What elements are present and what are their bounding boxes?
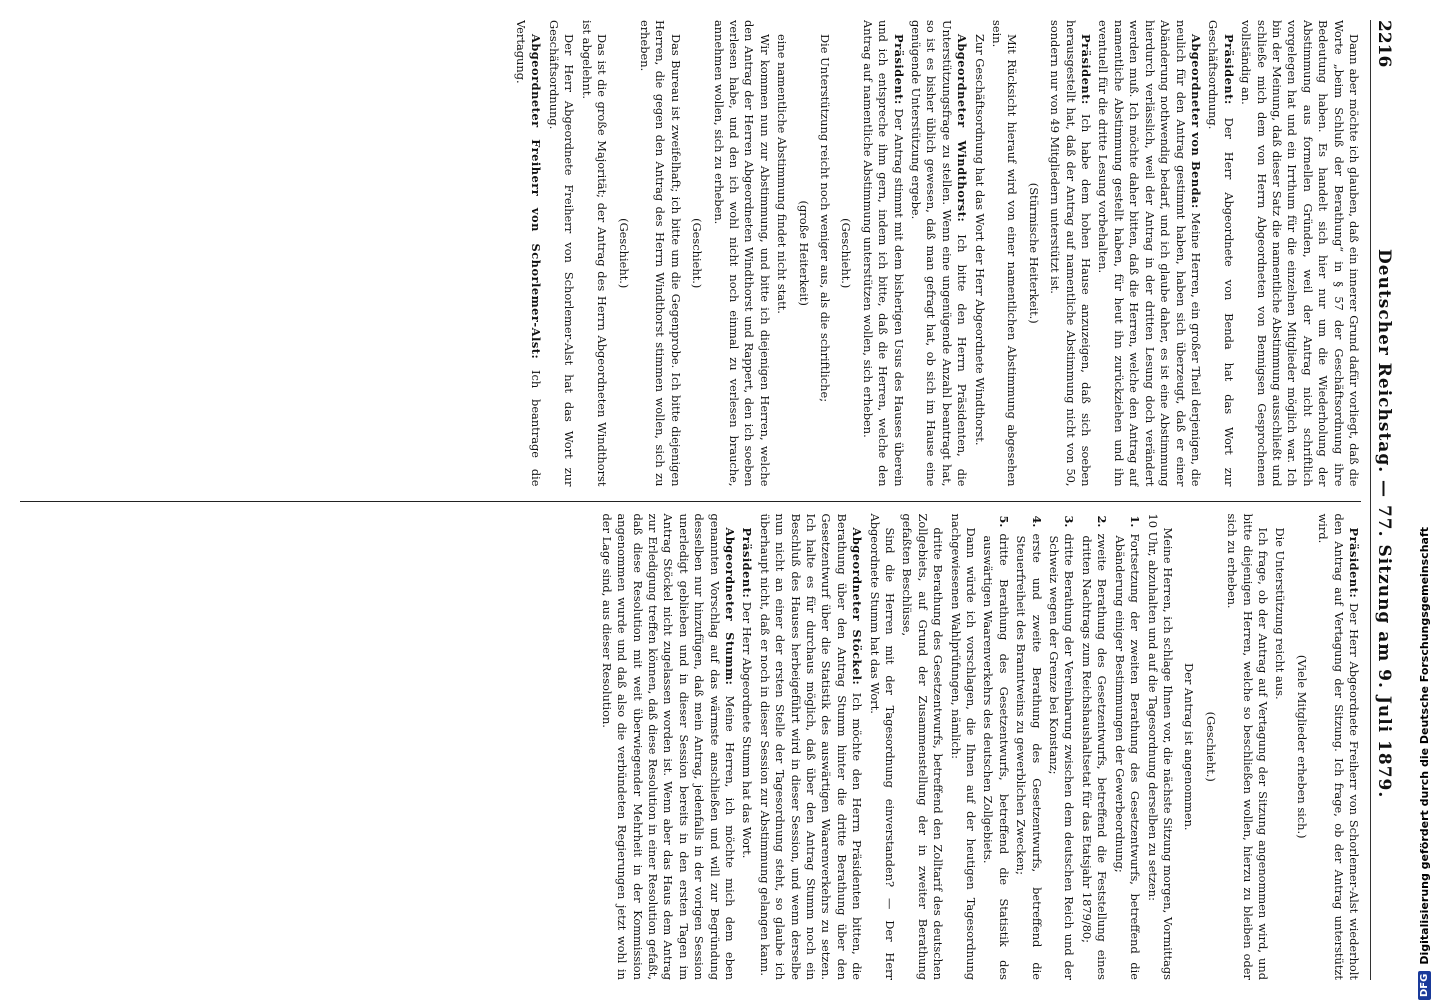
speaker-name: Abgeordneter Windthorst: [955,34,970,223]
paragraph: Die Unterstützung reicht noch weniger aus, als die schriftliche; [818,34,832,403]
speaker-name: Präsident: [1221,34,1236,105]
stage-note: (Viele Mitglieder erheben sich.) [1294,654,1309,839]
list-number: 2. [1095,515,1110,528]
paragraph: Dann aber möchte ich glauben, daß ein innerer Grund dafür vorliegt, daß die Worte „beim Schluß der Berathung“ in § 57 der Geschäftsordnung ihre Bedeutung haben. Es handelt sich hier nur um die Wiederholung der Abstimmung aus formellen Gründen, weil der Antrag nicht schriftlich vorgelegen hat und ein Irrthum für die einzelnen Mitglieder möglich war. Ich bin der Meinung, daß dieser Satz die namentliche Abstimmung ausschließt und schließe mich dem von Herrn Abgeordneten von Bennigsen Gesprochenen vollständig an. [1239,20,1361,487]
list-item [980,514,1011,981]
speech-text: Ich möchte den Herrn Präsidenten bitten, die Berathung über den Antrag Stumm hinter die dritte Berathung über den Gesetzentwurf über die Statistik des auswärtigen Waarenverkehrs zu setzen. Ich halte es für durchaus möglich, daß über den Antrag Stumm noch ein Beschluß des Hauses herbeigeführt wird in dieser Session, und wenn derselbe nun nicht an einer der ersten Stelle der Tagesordnung steht, so glaube ich überhaupt nicht, daß er noch in dieser Session zur Abstimmung gelangen kann. [757,513,865,980]
list-text: dritte Berathung der Vereinbarung zwischen dem deutschen Reich und der Schweiz wegen der Grenze bei Konstanz; [1047,533,1077,980]
list-item [1079,514,1110,981]
paragraph [598,514,737,981]
list-text: Fortsetzung der zweiten Berathung des Gesetzentwurfs, betreffend die Abänderung einiger Bestimmungen der Gewerbeordnung; [1112,533,1143,980]
paragraph [1205,20,1236,487]
list-number: 1. [1128,515,1143,528]
speaker-name: Präsident: [891,34,906,105]
paragraph [756,514,864,981]
speech-text: Ich beantrage die Vertagung. [514,20,544,487]
list-item [1111,514,1142,981]
speaker-name: Abgeordneter Freiherr von Schorlemer-Alst: [529,34,544,360]
paragraph: Der Herr Abgeordnete Freiherr von Schorlemer-Alst hat das Wort zur Geschäftsordnung. [546,20,577,487]
stage-note: (Stürmische Heiterkeit.) [1026,182,1041,324]
speaker-name: Abgeordneter von Benda: [1188,34,1203,209]
stage-note: (Geschieht.) [1203,711,1218,782]
speech-text: Der Herr Abgeordnete Stumm hat das Wort. [740,601,755,859]
stage-note: (große Heiterkeit) [796,200,811,306]
speech-text: Meine Herren, ich möchte mich dem eben genannten Vorschlag auf das wärmste anschließen und will zur Begründung desselben nur hinzufügen, daß mein Antrag, jedenfalls in der vorigen Session unerledigt geblieben und in dieser Session bereits in den ersten Tagen im Antrag Stöckel nicht zugelassen worden ist. Wenn aber das Haus dem Antrag zur Erledigung treffen können, daß diese Resolution in einer Resolution gefaßt, daß diese Resolution mit weit überwiegender Mehrheit in der Kommission angenommen wurde und daß also die verbündeten Regierungen jetzt wohl in der Lage sind, aus dieser Resolution. [599,513,737,980]
digitization-credit-strip [1406,0,1430,1000]
speech-text: Ich bitte den Herrn Präsidenten, die Unterstützungsfrage zu stellen. Wenn eine ungenügende Anzahl beantragt hat, so ist es bisher üblich gewesen, daß man gefragt hat, ob sich im Hause eine genügende Unterstützung ergebe. [909,20,970,487]
paragraph: Der Antrag ist angenommen. [1182,662,1197,831]
paragraph [859,20,905,487]
list-item [1013,514,1044,981]
paragraph: Das Bureau ist zweifelhaft; ich bitte um die Gegenprobe. Ich bitte diejenigen Herren, die gegen den Antrag des Herrn Windthorst stimmen wollen, sich zu erheben. [637,20,683,487]
paragraph: dritte Berathung des Gesetzentwurfs, betreffend den Zolltarif des deutschen Zollgebiets, auf Grund der Zusammenstellung der in zweiter Berathung gefaßten Beschlüsse, [900,513,946,980]
right-column [20,501,1361,981]
speaker-name: Präsident: [740,527,755,599]
speech-text: Meine Herren, ein großer Theil derjenigen, die neulich für den Antrag gestimmt haben, haben sich überzeugt, daß er einer Abänderung nothwendig bedarf, und ich glaube daher, es ist eine Abstimmung hierdurch verlässlich, weil der Antrag in der dritten Lesung doch verändert werden muß. Ich möchte daher bitten, daß die Herren, welche den Antrag auf namentliche Abstimmung gestellt haben, für heut ihn zurückziehen und ihn eventuell für die dritte Lesung vorbehalten. [1096,20,1203,487]
paragraph [739,514,754,981]
paragraph: Sind die Herren mit der Tagesordnung einverstanden? — Der Herr Abgeordnete Stumm hat das Wort. [867,513,898,980]
list-text: dritte Berathung des Gesetzentwurfs, betreffend die Statistik des auswärtigen Waarenverkehrs des deutschen Zollgebiets. [981,533,1011,980]
paragraph: Die Unterstützung reicht aus. [1273,527,1288,700]
paragraph [1047,20,1093,487]
paragraph [513,20,544,487]
credit-line [1412,0,1432,1000]
list-text: zweite Berathung des Gesetzentwurfs, betreffend die Feststellung eines dritten Nachtrags zum Reichshaushaltsetat für das Etatsjahr 1879/80; [1079,533,1110,980]
page-header [1370,20,1397,980]
paragraph: Ich frage, ob der Antrag auf Vertagung der Sitzung angenommen wird, und bitte diejenigen Herren, welche so beschließen wollen, hierzu zu bleiben oder sich zu erheben. [1225,513,1270,980]
agenda-list [980,514,1142,981]
dfg-logo: DFG [1418,971,1431,1000]
speaker-name: Abgeordneter Stöckel: [850,527,865,686]
speaker-name: Präsident: [1079,34,1094,105]
paragraph: eine namentliche Abstimmung findet nicht statt. [775,34,790,314]
stage-note: (Geschieht.) [690,218,705,289]
stage-note: (Geschieht.) [839,218,854,289]
page-number: 2216 [1374,20,1394,68]
credit-text: Digitalisierung gefördert durch die Deutsche Forschungsgemeinschaft [1417,526,1431,965]
text-columns [20,20,1361,980]
speaker-name: Präsident: [1347,527,1361,599]
speech-text: Ich habe dem hohen Hause anzuzeigen, daß sich soeben herausgestellt hat, daß der Antrag auf namentliche Abstimmung nicht von 50, sondern nur von 49 Mitgliedern unterstützt ist. [1048,20,1094,487]
paragraph [908,20,970,487]
paragraph [1315,514,1361,981]
paragraph: Wir kommen nun zur Abstimmung, und bitte ich diejenigen Herren, welche den Antrag der Herren Abgeordneten Windthorst und Rappert, den ich soeben verlesen habe, und den ich wohl nicht noch einmal zu verlesen brauche, annehmen wollen, sich zu erheben. [711,20,772,487]
speaker-name: Abgeordneter Stumm: [722,527,737,686]
paragraph: Meine Herren, ich schlage Ihnen vor, die nächste Sitzung morgen, Vormittags 10 Uhr, abzuhalten und auf die Tagesordnung derselben zu setzen: [1145,513,1175,980]
speech-text: Der Herr Abgeordnete von Benda hat das Wort zur Geschäftsordnung. [1206,20,1236,487]
stage-note: (Geschieht.) [616,218,631,289]
list-item [1046,514,1077,981]
left-column [20,20,1361,487]
speech-text: Der Herr Abgeordnete Freiherr von Schorlemer-Alst wiederholt den Antrag auf Vertagung der Sitzung. Ich frage, ob der Antrag unterstützt wird. [1316,513,1361,980]
list-number: 5. [996,515,1011,528]
list-text: erste und zweite Berathung des Gesetzentwurfs, betreffend die Steuerfreiheit des Branntweins zu gewerblichen Zwecken; [1014,533,1044,980]
paragraph: Mit Rücksicht hierauf wird von einer namentlichen Abstimmung abgesehen sein. [990,20,1020,487]
list-number: 4. [1029,515,1044,528]
page-title: Deutscher Reichstag. — 77. Sitzung am 9. Juli 1879. [1374,249,1394,799]
paragraph: Zur Geschäftsordnung hat das Wort der Herr Abgeordnete Windthorst. [972,34,987,446]
paragraph [1095,20,1203,487]
list-number: 3. [1062,515,1077,528]
paragraph: Das ist die große Majorität; der Antrag des Herrn Abgeordneten Windthorst ist abgelehnt. [579,20,610,487]
speech-text: Der Antrag stimmt mit dem bisherigen Usus des Hauses überein und ich entspreche ihm gern, indem ich bitte, daß die Herren, welche den Antrag auf namentliche Abstimmung unterstützen wollen, sich erheben. [860,20,906,487]
paragraph: Dann würde ich vorschlagen, die Ihnen auf der heutigen Tagesordnung nachgewiesenen Wahlprüfungen, nämlich: [948,513,979,980]
